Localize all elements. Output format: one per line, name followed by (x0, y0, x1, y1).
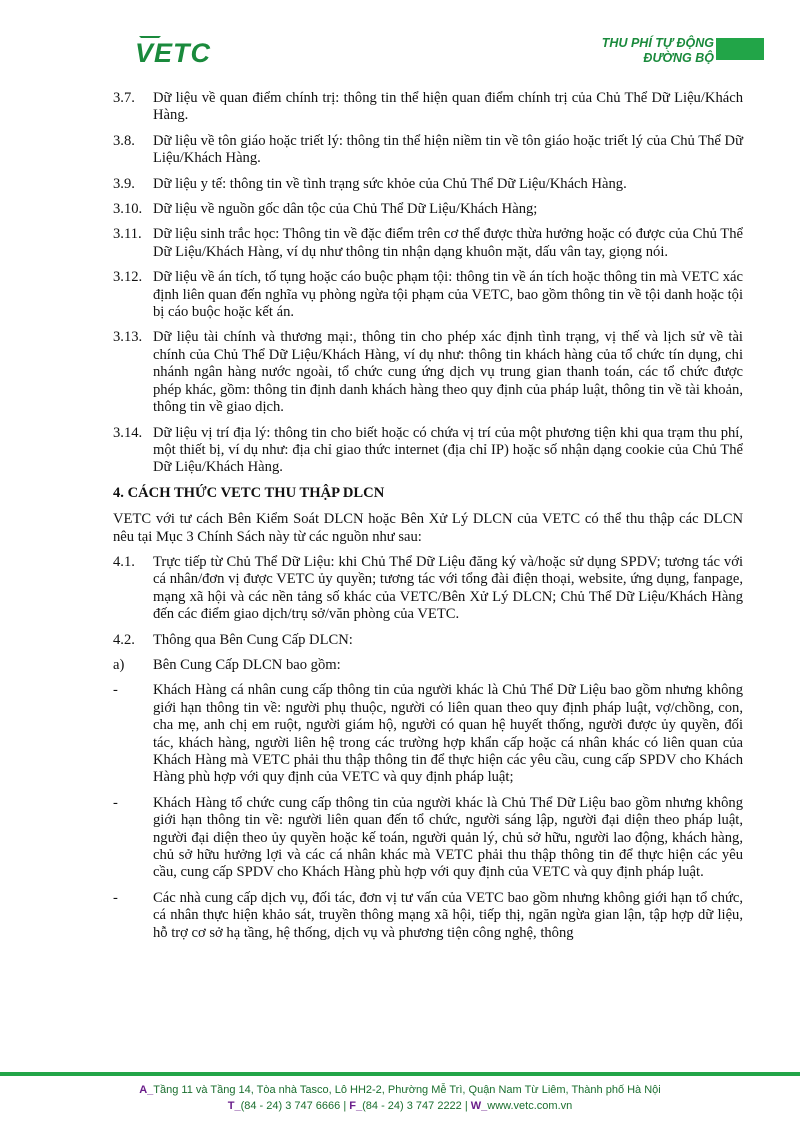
tel-prefix: T_ (227, 1100, 241, 1112)
list-item (113, 554, 743, 624)
vetc-logo (135, 36, 219, 71)
footer-contact-line (0, 1098, 800, 1114)
bullet-mark: - (113, 889, 118, 906)
list-item (113, 133, 743, 168)
list-item (113, 425, 743, 477)
header-accent-bar (716, 38, 764, 60)
section-heading: 4. CÁCH THỨC VETC THU THẬP DLCN (113, 484, 385, 501)
item-text: Dữ liệu y tế: thông tin về tình trạng sức khỏe của Chủ Thể Dữ Liệu/Khách Hàng. (153, 175, 627, 192)
list-item (113, 176, 743, 193)
footer-address-line (0, 1082, 800, 1098)
item-number: 3.9. (113, 175, 135, 192)
footer-fax: (84 - 24) 3 747 2222 (362, 1100, 462, 1112)
address-prefix: A_ (139, 1084, 154, 1096)
page-footer (0, 1082, 800, 1114)
footer-address: Tầng 11 và Tầng 14, Tòa nhà Tasco, Lô HH2-2, Phường Mễ Trì, Quận Nam Từ Liêm, Thành phố Hà Nội (153, 1084, 661, 1096)
item-text: Dữ liệu về án tích, tố tụng hoặc cáo buộc phạm tội: thông tin về án tích hoặc thông tin mà VETC xác định liên quan đến nghĩa vụ phòng ngừa tội phạm của VETC, bao gồm thông tin về tội danh hoặc tội bị cáo buộc hoặc kết án. (153, 269, 743, 321)
footer-tel: (84 - 24) 3 747 6666 (240, 1100, 341, 1112)
footer-website: www.vetc.com.vn (487, 1100, 573, 1112)
bullet-text: Khách Hàng tổ chức cung cấp thông tin của người khác là Chủ Thể Dữ Liệu bao gồm nhưng không giới hạn thông tin về: người liên quan đến tổ chức, người sáng lập, người đại diện theo pháp luật, người đại diện theo ủy quyền hoặc kế toán, người quản lý, chủ sở hữu, người lao động, khách hàng, chủ sở hữu hưởng lợi và các cá nhân khác mà VETC phải thu thập thông tin để thực hiện các yêu cầu, cung cấp SPDV cho Khách Hàng phù hợp với quy định của VETC và quy định pháp luật. (153, 794, 743, 881)
web-prefix: W_ (470, 1100, 488, 1112)
item-text: Dữ liệu về tôn giáo hoặc triết lý: thông tin thể hiện niềm tin về tôn giáo hoặc triết lý của Chủ Thể Dữ Liệu/Khách Hàng. (153, 132, 743, 167)
bullet-mark: - (113, 794, 118, 811)
list-item (113, 329, 743, 416)
list-item (113, 632, 743, 649)
page-header (0, 0, 800, 80)
list-item (113, 269, 743, 321)
section-intro: VETC với tư cách Bên Kiểm Soát DLCN hoặc Bên Xử Lý DLCN của VETC có thể thu thập các DLCN nêu tại Mục 3 Chính Sách này từ các nguồn như sau: (113, 511, 743, 545)
item-text: Bên Cung Cấp DLCN bao gồm: (153, 656, 341, 673)
item-letter: a) (113, 656, 125, 673)
item-text: Dữ liệu tài chính và thương mại:, thông tin cho phép xác định tình trạng, vị thế và lịch sử về tài chính của Chủ Thể Dữ Liệu/Khách Hàng, ví dụ như: thông tin khách hàng của tổ chức tín dụng, chi nhánh ngân hàng nước ngoài, tổ chức cung ứng dịch vụ trung gian thanh toán, các tổ chức được phép khác, gồm: thông tin định danh khách hàng theo quy định của pháp luật, thông tin về tài khoản, thông tin về giao dịch. (153, 329, 743, 416)
document-body (113, 90, 743, 950)
item-text: Trực tiếp từ Chủ Thể Dữ Liệu: khi Chủ Thể Dữ Liệu đăng ký và/hoặc sử dụng SPDV; tương tác với cá nhân/đơn vị được VETC ủy quyền; tương tác với tổng đài điện thoại, website, ứng dụng, fanpage, mạng xã hội và các nền tảng số khác của VETC/Bên Xử Lý DLCN; Chủ Thể Dữ Liệu/Khách Hàng đến các điểm giao dịch/trụ sở/văn phòng của VETC. (153, 553, 743, 623)
item-number: 3.13. (113, 329, 143, 346)
list-item (113, 226, 743, 261)
item-number: 4.2. (113, 631, 135, 648)
item-number: 3.14. (113, 424, 143, 441)
item-text: Dữ liệu về quan điểm chính trị: thông tin thể hiện quan điểm chính trị của Chủ Thể Dữ Liệu/Khách Hàng. (153, 90, 743, 124)
bullet-item (113, 682, 743, 786)
list-item (113, 201, 743, 218)
item-number: 3.12. (113, 269, 143, 286)
item-text: Dữ liệu sinh trắc học: Thông tin về đặc điểm trên cơ thể được thừa hưởng hoặc có được của Chủ Thể Dữ Liệu/Khách Hàng, ví dụ như thông tin nhận dạng khuôn mặt, dấu vân tay, giọng nói. (153, 226, 743, 260)
bullet-text: Các nhà cung cấp dịch vụ, đối tác, đơn vị tư vấn của VETC bao gồm nhưng không giới hạn tổ chức, cá nhân thực hiện khảo sát, truyền thông mạng xã hội, tiếp thị, ngăn ngừa gian lận, tập hợp dữ liệu, hỗ trợ cơ sở hạ tầng, hệ thống, dịch vụ và phương tiện công nghệ, thông (153, 889, 743, 941)
item-number: 3.10. (113, 201, 143, 218)
item-text: Dữ liệu vị trí địa lý: thông tin cho biết hoặc có chứa vị trí của một phương tiện khi qua trạm thu phí, một thiết bị, ví dụ như: địa chỉ giao thức internet (địa chỉ IP) hoặc số nhận dạng cookie của Chủ Thể Dữ Liệu/Khách Hàng. (153, 424, 743, 476)
bullet-item (113, 795, 743, 882)
item-text: Dữ liệu về nguồn gốc dân tộc của Chủ Thể Dữ Liệu/Khách Hàng; (153, 201, 538, 218)
bullet-item (113, 890, 743, 942)
footer-separator: | (343, 1100, 347, 1112)
footer-divider (0, 1072, 800, 1076)
item-number: 3.8. (113, 132, 135, 149)
item-number: 3.11. (113, 226, 142, 243)
fax-prefix: F_ (349, 1100, 363, 1112)
item-text: Thông qua Bên Cung Cấp DLCN: (153, 631, 353, 648)
svg-text:VETC: VETC (135, 38, 212, 66)
tagline (602, 36, 714, 66)
item-number: 4.1. (113, 553, 135, 570)
bullet-text: Khách Hàng cá nhân cung cấp thông tin của người khác là Chủ Thể Dữ Liệu bao gồm nhưng không giới hạn thông tin về: người phụ thuộc, người có liên quan theo quy định pháp luật, vợ/chồng, con, cha mẹ, anh chị em ruột, người giám hộ, người có quan hệ huyết thống, người được ủy quyền, đối tác, khách hàng, người liên hệ trong các trường hợp khẩn cấp hoặc cá nhân khác có liên quan của Khách Hàng mà VETC phải thu thập thông tin để thực hiện các yêu cầu, cung cấp SPDV cho Khách Hàng phù hợp với quy định của VETC và quy định pháp luật; (153, 682, 743, 786)
footer-separator: | (464, 1100, 468, 1112)
list-item (113, 657, 743, 674)
tagline-line1: THU PHÍ TỰ ĐỘNG (601, 36, 714, 50)
list-item (113, 90, 743, 125)
tagline-line2: ĐƯỜNG BỘ (643, 51, 714, 65)
bullet-mark: - (113, 682, 118, 699)
item-number: 3.7. (113, 90, 135, 106)
